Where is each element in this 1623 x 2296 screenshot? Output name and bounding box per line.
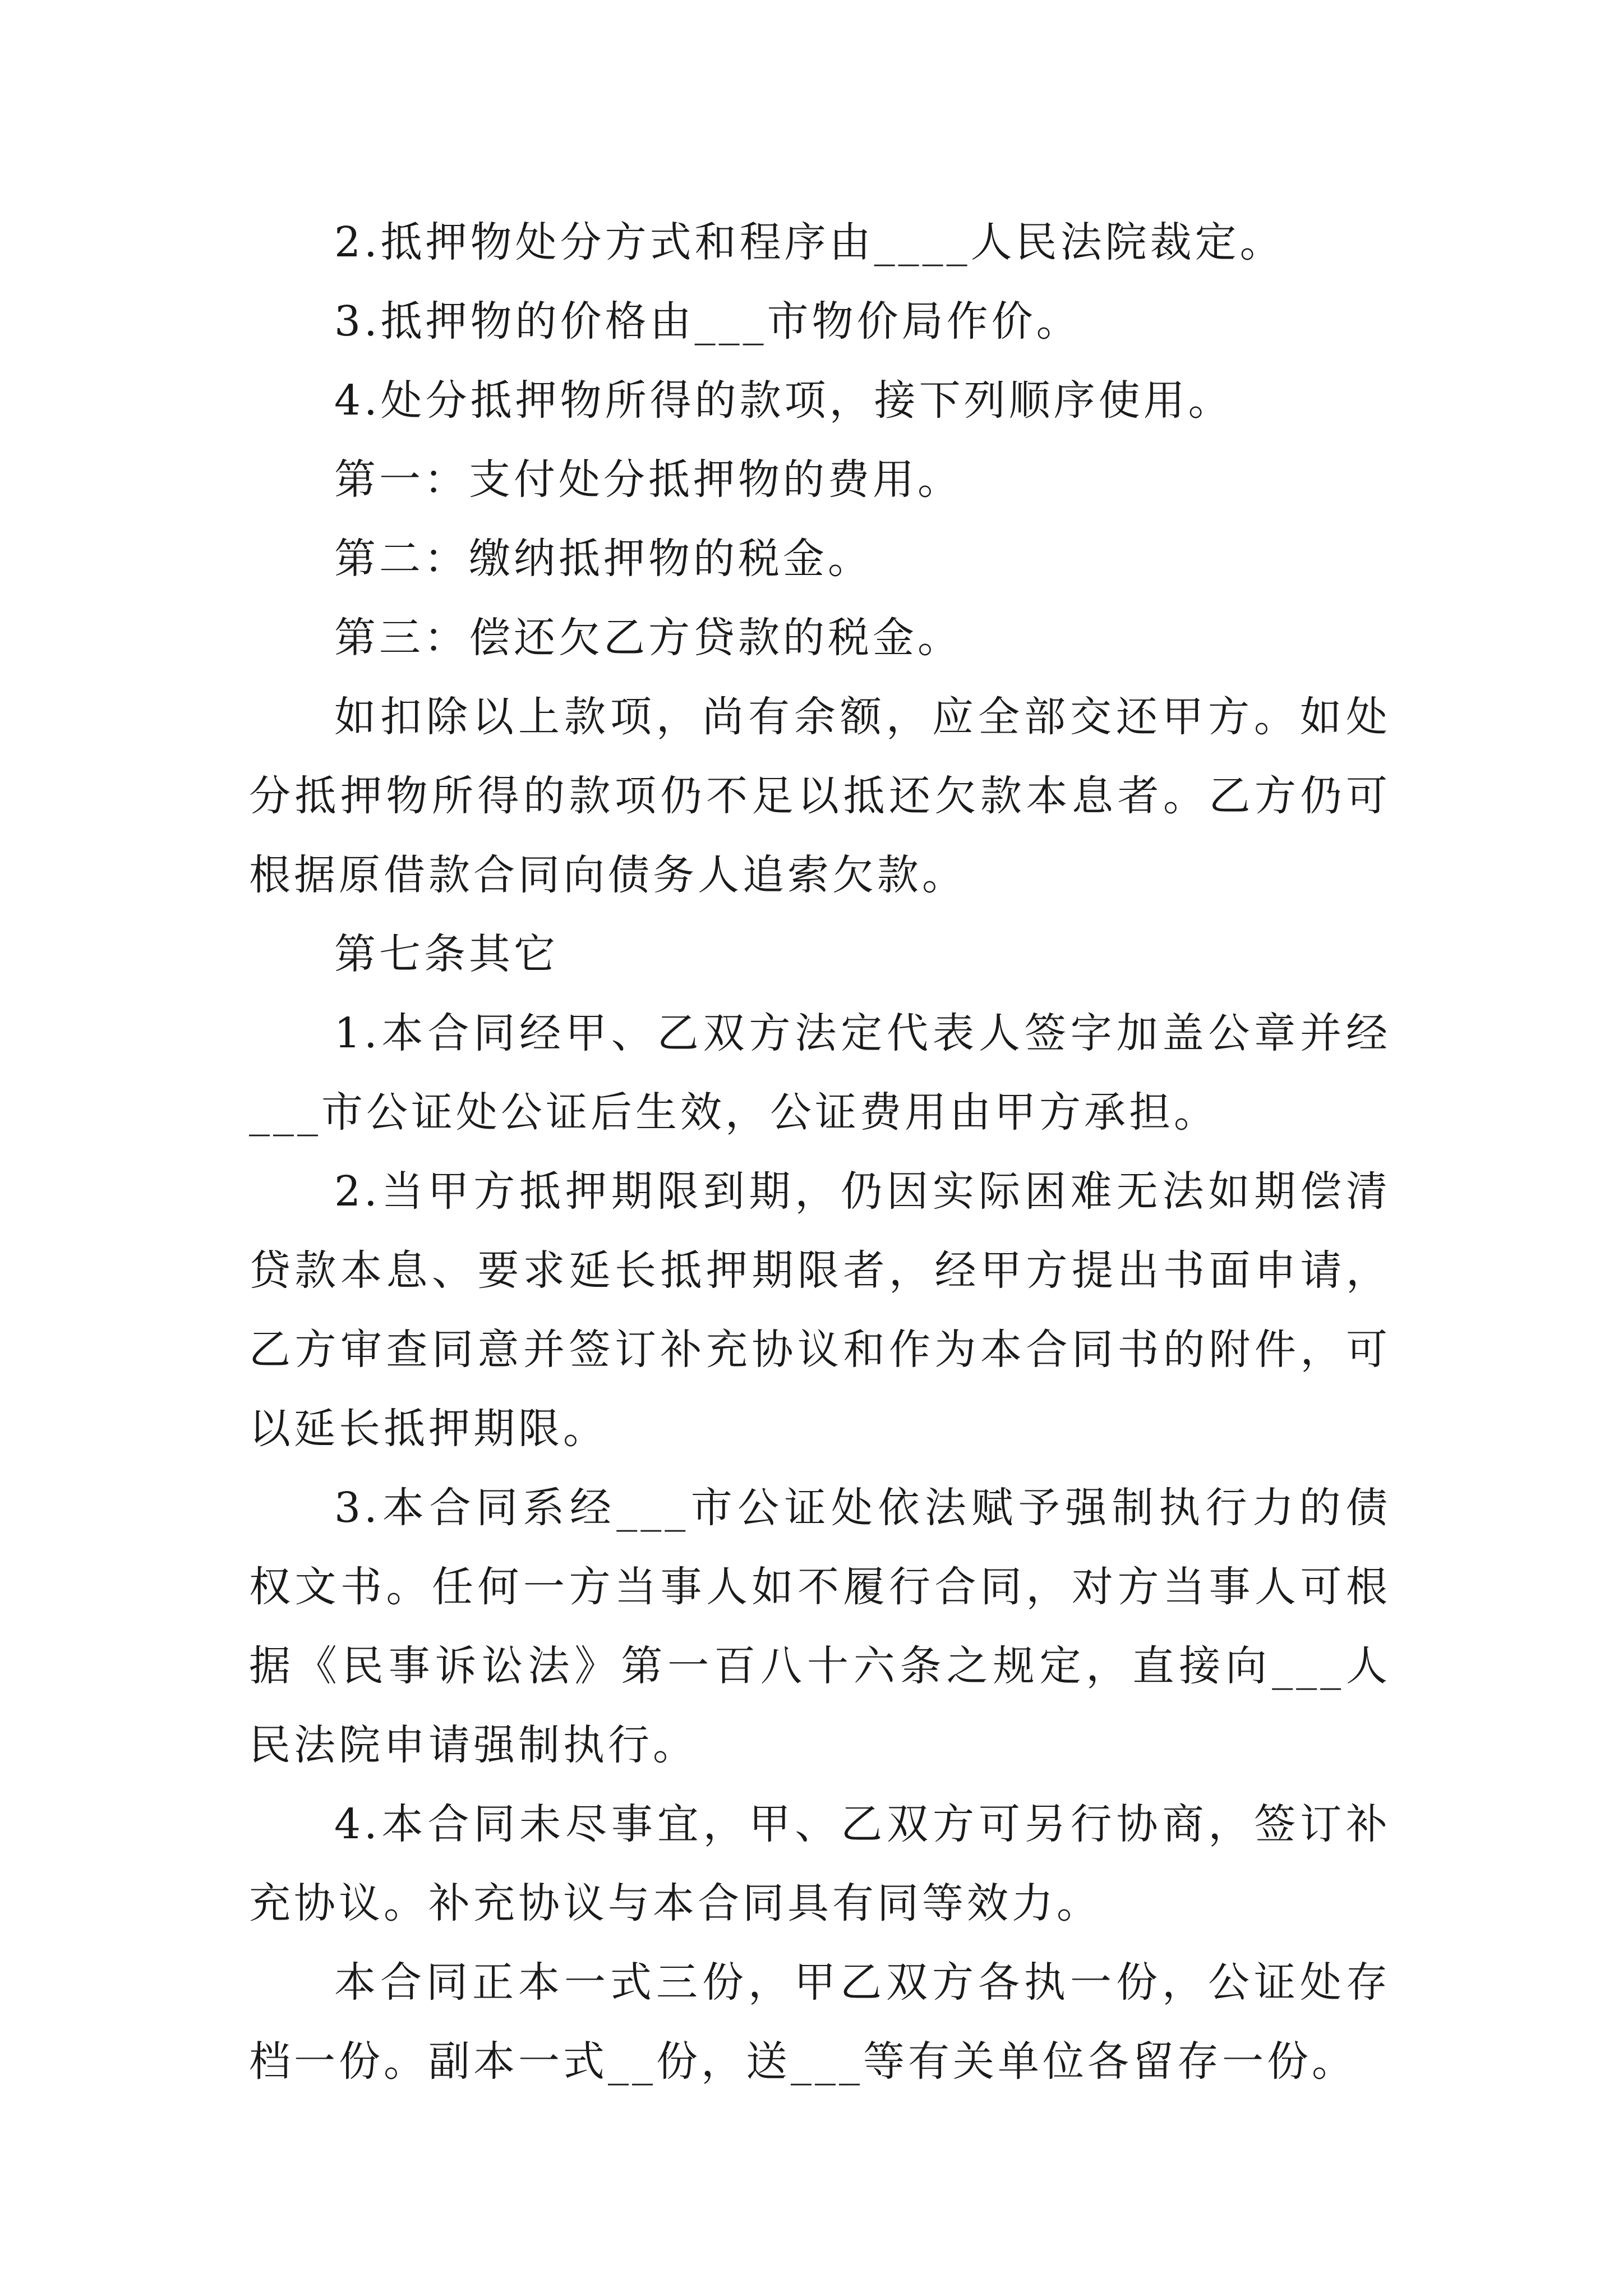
paragraph-clause-4: 4.处分抵押物所得的款项，接下列顺序使用。 bbox=[334, 376, 1233, 425]
paragraph-article-7-clause-1: 1.本合同经甲、乙双方法定代表人签字加盖公章并经___市公证处公证后生效，公证费用由甲方承担。 bbox=[249, 1009, 1391, 1137]
paragraph-order-second: 第二：缴纳抵押物的税金。 bbox=[334, 535, 873, 583]
paragraph-copies: 本合同正本一式三份，甲乙双方各执一份，公证处存档一份。副本一式__份，送___等有关单位各留存一份。 bbox=[249, 1958, 1391, 2086]
paragraph-article-7-clause-3: 3.本合同系经___市公证处依法赋予强制执行力的债权文书。任何一方当事人如不履行合同，对方当事人可根据《民事诉讼法》第一百八十六条之规定，直接向___人民法院申请强制执行。 bbox=[249, 1484, 1391, 1769]
paragraph-remainder: 如扣除以上款项，尚有余额，应全部交还甲方。如处分抵押物所得的款项仍不足以抵还欠款本息者。乙方仍可根据原借款合同向债务人追索欠款。 bbox=[249, 693, 1391, 899]
document-body bbox=[249, 203, 1391, 2101]
paragraph-article-7-clause-2: 2.当甲方抵押期限到期，仍因实际困难无法如期偿清贷款本息、要求延长抵押期限者，经甲方提出书面申请，乙方审查同意并签订补充协议和作为本合同书的附件，可以延长抵押期限。 bbox=[249, 1167, 1391, 1453]
paragraph-clause-3: 3.抵押物的价格由___市物价局作价。 bbox=[334, 297, 1081, 346]
section-heading-article-7: 第七条其它 bbox=[334, 930, 559, 978]
paragraph-article-7-clause-4: 4.本合同未尽事宜，甲、乙双方可另行协商，签订补充协议。补充协议与本合同具有同等效力。 bbox=[249, 1800, 1391, 1927]
paragraph-order-first: 第一：支付处分抵押物的费用。 bbox=[334, 455, 962, 504]
paragraph-clause-2: 2.抵押物处分方式和程序由____人民法院裁定。 bbox=[334, 218, 1285, 266]
paragraph-order-third: 第三：偿还欠乙方贷款的税金。 bbox=[334, 614, 962, 662]
